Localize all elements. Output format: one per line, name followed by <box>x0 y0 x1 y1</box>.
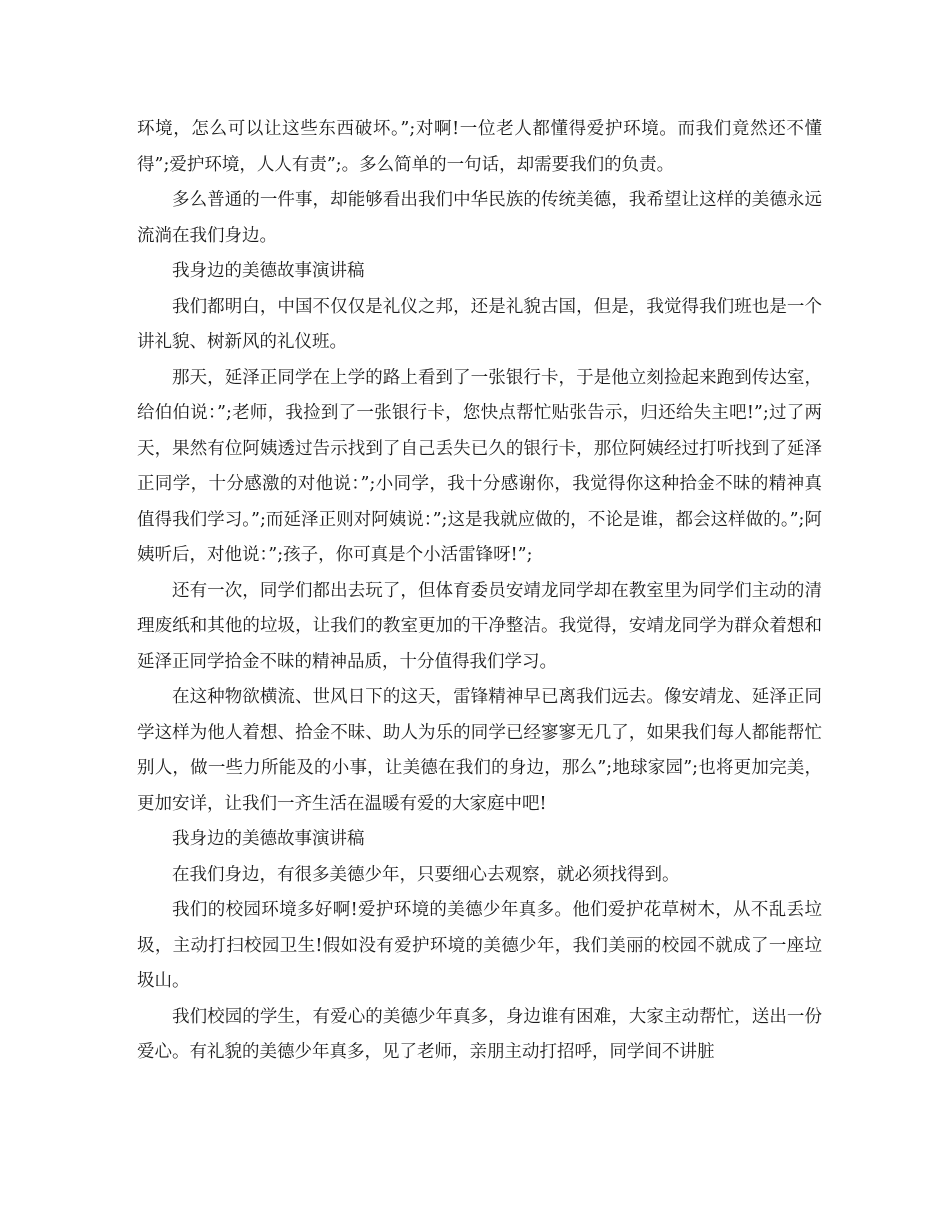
paragraph: 在我们身边，有很多美德少年，只要细心去观察，就必须找得到。 <box>172 864 680 885</box>
paragraph: 我们的校园环境多好啊!爱护环境的美德少年真多。他们爱护花草树木，从不乱丢垃圾，主动打扫校园卫生!假如没有爱护环境的美德少年，我们美丽的校园不就成了一座垃圾山。 <box>137 900 822 991</box>
paragraph: 那天，延泽正同学在上学的路上看到了一张银行卡，于是他立刻捡起来跑到传达室，给伯伯说：”;老师，我捡到了一张银行卡，您快点帮忙贴张告示，归还给失主吧!”;过了两天，果然有位阿姨透过告示找到了自己丢失已久的银行卡，那位阿姨经过打听找到了延泽正同学，十分感激的对他说：”;小同学，我十分感谢你，我觉得你这种拾金不昧的精神真值得我们学习。”;而延泽正则对阿姨说：”;这是我就应做的，不论是谁，都会这样做的。”;阿姨听后，对他说：”;孩子，你可真是个小活雷锋呀!”; <box>137 367 822 565</box>
paragraph: 我们校园的学生，有爱心的美德少年真多，身边谁有困难，大家主动帮忙，送出一份爱心。有礼貌的美德少年真多，见了老师，亲朋主动打招呼，同学间不讲脏 <box>137 1006 822 1062</box>
paragraph: 还有一次，同学们都出去玩了，但体育委员安靖龙同学却在教室里为同学们主动的清理废纸和其他的垃圾，让我们的教室更加的干净整洁。我觉得，安靖龙同学为群众着想和延泽正同学拾金不昧的精神品质，十分值得我们学习。 <box>137 580 822 672</box>
paragraph: 多么普通的一件事，却能够看出我们中华民族的传统美德，我希望让这样的美德永远流淌在我们身边。 <box>137 190 822 246</box>
document-body <box>137 112 822 1071</box>
paragraph: 环境，怎么可以让这些东西破坏。”;对啊!一位老人都懂得爱护环境。而我们竟然还不懂得”;爱护环境，人人有责”;。多么简单的一句话，却需要我们的负责。 <box>137 119 822 175</box>
paragraph: 在这种物欲横流、世风日下的这天，雷锋精神早已离我们远去。像安靖龙、延泽正同学这样为他人着想、拾金不昧、助人为乐的同学已经寥寥无几了，如果我们每人都能帮忙别人，做一些力所能及的小事，让美德在我们的身边，那么”;地球家园”;也将更加完美，更加安详，让我们一齐生活在温暖有爱的大家庭中吧! <box>137 687 822 814</box>
section-heading: 我身边的美德故事演讲稿 <box>172 829 365 849</box>
paragraph: 我们都明白，中国不仅仅是礼仪之邦，还是礼貌古国，但是，我觉得我们班也是一个讲礼貌、树新风的礼仪班。 <box>137 296 822 352</box>
section-heading: 我身边的美德故事演讲稿 <box>172 261 365 281</box>
